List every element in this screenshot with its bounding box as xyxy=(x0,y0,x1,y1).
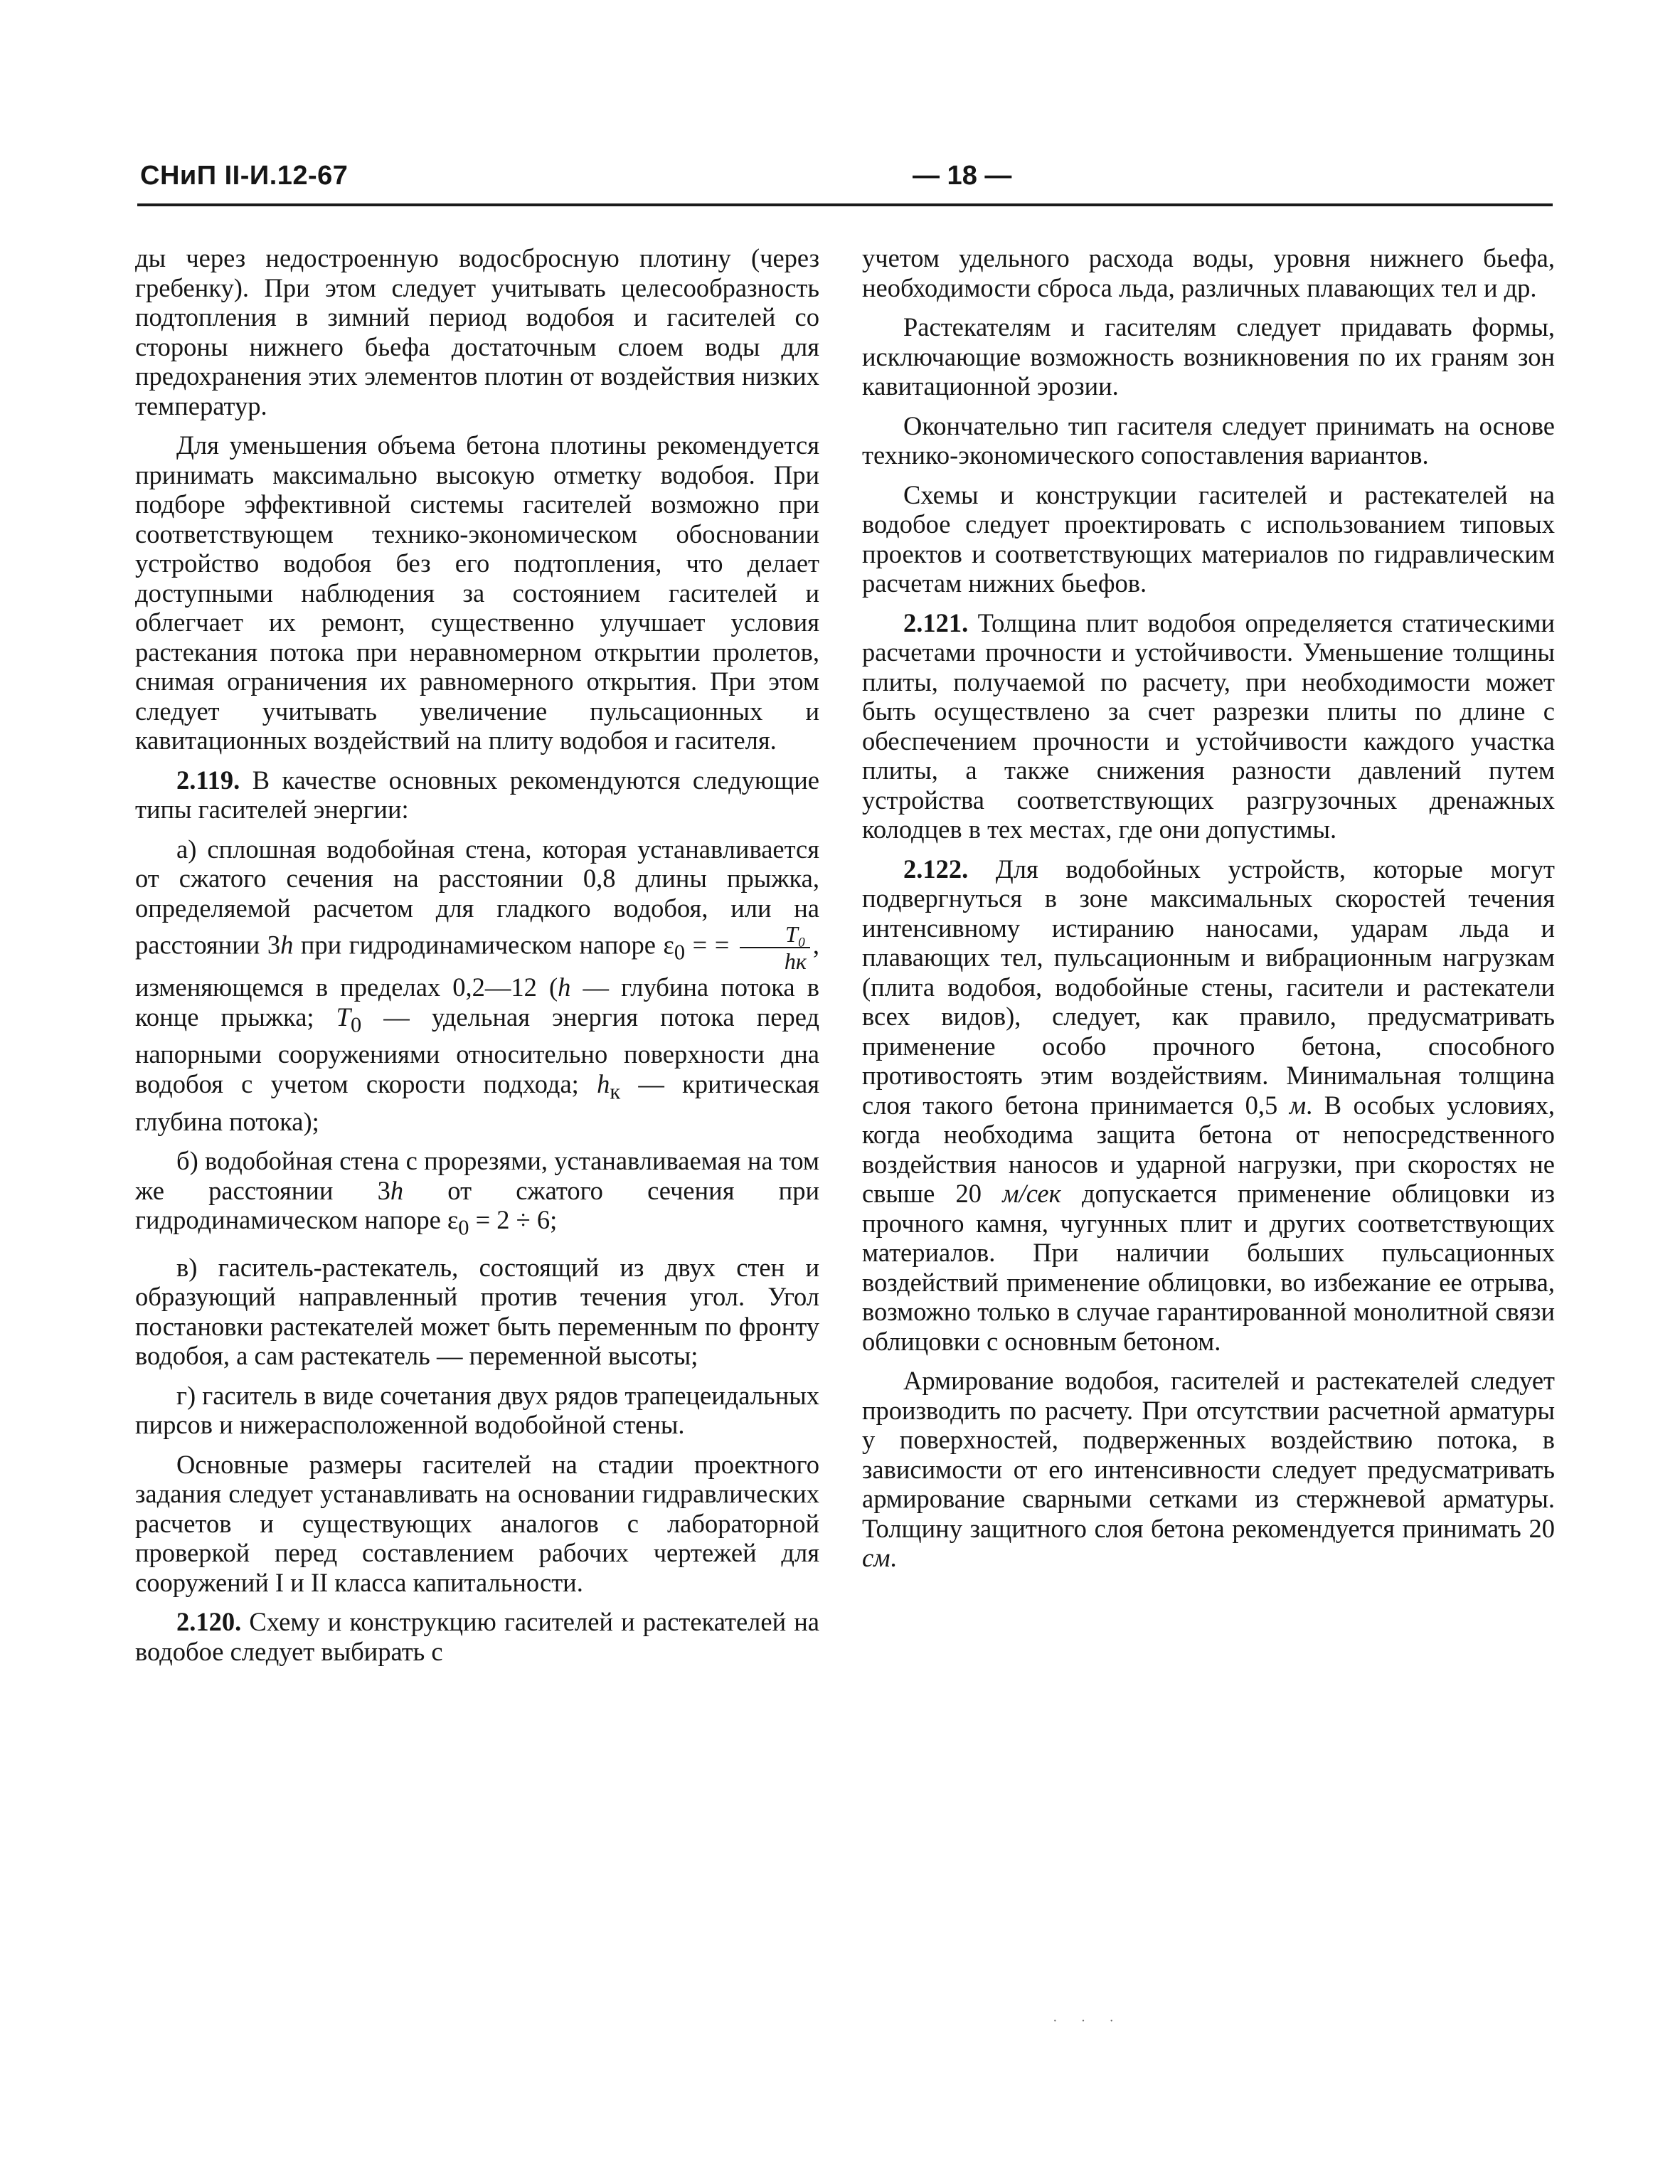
paragraph-text: — критическая глубина потока); xyxy=(135,1069,819,1136)
paragraph xyxy=(862,243,1555,302)
paragraph-text: б) водобойная стена с прорезями, устанавливаемая на том же расстоянии 3 xyxy=(135,1146,819,1205)
paragraph-text: , изменяющемся в пределах 0,2—12 ( xyxy=(135,930,819,1002)
paragraph-text: — глубина потока в конце прыжка; xyxy=(135,972,819,1032)
paragraph xyxy=(862,411,1555,470)
fraction-denominator: hк xyxy=(784,948,807,974)
paragraph xyxy=(135,1450,819,1598)
list-item-c xyxy=(135,1253,819,1371)
paragraph-text: Основные размеры гасителей на стадии проектного задания следует устанавливать на основании гидравлических расчетов и существующих аналогов с лабораторной проверкой перед составлением рабочих чертежей для сооружений I и II класса капитальности. xyxy=(135,1449,819,1597)
paragraph-text: в) гаситель-растекатель, состоящий из двух стен и образующий направленный против течения угол. Угол постановки растекателей может быть переменным по фронту водобоя, а сам растекатель — переменной высоты; xyxy=(135,1252,819,1371)
fraction xyxy=(740,923,810,972)
fraction-numerator: T₀ xyxy=(740,923,810,948)
paragraph-text: г) гаситель в виде сочетания двух рядов трапецеидальных пирсов и нижерасположенной водобойной стены. xyxy=(135,1380,819,1440)
math-symbol: h xyxy=(390,1175,404,1205)
unit-text: см xyxy=(862,1543,890,1572)
math-subscript: 0 xyxy=(458,1215,469,1240)
paragraph-text: Схему и конструкцию гасителей и растекателей на водобое следует выбирать с xyxy=(135,1607,819,1666)
right-column xyxy=(862,243,1555,1583)
page-number: — 18 — xyxy=(913,161,1012,191)
paragraph-text: допускается применение облицовки из прочного камня, чугунных плит и других соответствующих материалов. При наличии больших пульсационных воздействий применение облицовки, во избежание ее отрыва, возможно только в случае гарантированной монолитной связи облицовки с основным бетоном. xyxy=(862,1179,1556,1356)
paragraph-text: = xyxy=(685,930,708,960)
list-item-b xyxy=(135,1146,819,1243)
paragraph-text: при гидродинамическом напоре ε xyxy=(293,930,674,960)
page-header xyxy=(137,161,1553,206)
paragraph-text: Растекателям и гасителям следует придавать формы, исключающие возможность возникновения по их граням зон кавитационной эрозии. xyxy=(862,312,1555,401)
math-subscript: к xyxy=(610,1079,621,1104)
paragraph xyxy=(862,1366,1555,1573)
paragraph-text: от сжатого сечения при гидродинамическом напоре ε xyxy=(135,1175,820,1235)
paragraph xyxy=(862,480,1555,598)
list-item-a: а) сплошная водобойная стена, которая устанавливается от сжатого сечения на расстоянии 0,8 длины прыжка, определяемой расчетом для гладкого водобоя, или на расстоянии 3h при гидродинамическом напоре $\varepsilon_0$ = = $\frac{\text{T₀}}{hк}$ , изменяющемся в пределах 0,2—12 (h — глубина потока в конце прыжка; $T_0$ — удельная энергия потока перед напорными сооружениями относительно поверхности дна водобоя с учетом скорости подхода; $h_к$ — критическая глубина потока); xyxy=(135,834,819,1136)
math-symbol: h xyxy=(558,972,571,1002)
unit-text: м/сек xyxy=(1002,1179,1061,1208)
paragraph-text: Армирование водобоя, гасителей и растекателей следует производить по расчету. При отсутствии расчетной арматуры у поверхностей, подверженных воздействию потока, в зависимости от его интенсивности следует предусматривать армирование сварными сетками из стержневой арматуры. Толщину защитного слоя бетона рекомендуется принимать 20 xyxy=(862,1366,1555,1543)
paragraph xyxy=(135,243,819,420)
clause-number: 2.120. xyxy=(176,1607,242,1637)
paragraph-text: . В особых условиях, когда необходима защита бетона от непосредственного воздействия наносов и ударной нагрузки, при скоростях не свыше 20 xyxy=(862,1090,1555,1208)
clause-number: 2.122. xyxy=(903,854,969,884)
clause-number: 2.121. xyxy=(903,608,969,637)
paragraph-text: = 2 ÷ 6; xyxy=(469,1205,558,1235)
math-symbol: h xyxy=(280,930,294,960)
math-symbol: T xyxy=(336,1002,351,1032)
clause-2-122 xyxy=(862,854,1555,1357)
clause-number: 2.119. xyxy=(176,765,240,795)
paragraph-text: Схемы и конструкции гасителей и растекателей на водобое следует проектировать с использованием типовых проектов и соответствующих материалов по гидравлическим расчетам нижних бьефов. xyxy=(862,479,1555,598)
paragraph-text: Толщина плит водобоя определяется статическими расчетами прочности и устойчивости. Уменьшение толщины плиты, получаемой по расчету, при необходимости может быть осуществлено за счет разрезки плиты по длине с обеспечением прочности и устойчивости каждого участка плиты, а также снижения разности давлений путем устройства соответствующих разгрузочных дренажных колодцев в тех местах, где они допустимы. xyxy=(862,608,1555,844)
paragraph-text: В качестве основных рекомендуются следующие типы гасителей энергии: xyxy=(135,765,819,824)
clause-2-119 xyxy=(135,765,819,825)
math-symbol: h xyxy=(597,1069,610,1098)
paragraph-text: учетом удельного расхода воды, уровня нижнего бьефа, необходимости сброса льда, различных плавающих тел и др. xyxy=(862,243,1555,302)
math-subscript: 0 xyxy=(350,1012,362,1037)
paragraph-text: — удельная энергия потока перед напорными сооружениями относительно поверхности дна водобоя с учетом скорости подхода; xyxy=(135,1002,819,1098)
paragraph-text: . xyxy=(890,1543,897,1572)
clause-2-121 xyxy=(862,608,1555,844)
paragraph-text: ды через недостроенную водосбросную плотину (через гребенку). При этом следует учитывать целесообразность подтопления в зимний период водобоя и гасителей со стороны нижнего бьефа достаточным слоем воды для предохранения этих элементов плотин от воздействия низких температур. xyxy=(135,243,819,420)
paragraph-text: Для водобойных устройств, которые могут подвергнуться в зоне максимальных скоростей течения интенсивному истиранию наносами, ударам льда и плавающих тел, пульсационным и вибрационным нагрузкам (плита водобоя, водобойные стены, гасители и растекатели всех видов), следует, как правило, предусматривать применение особо прочного бетона, способного противостоять этим воздействиям. Минимальная толщина слоя такого бетона принимается 0,5 xyxy=(862,854,1555,1120)
paragraph xyxy=(862,312,1555,401)
math-subscript: 0 xyxy=(674,940,686,965)
left-column xyxy=(135,243,819,1676)
unit-text: м xyxy=(1289,1090,1307,1120)
paragraph-text: Для уменьшения объема бетона плотины рекомендуется принимать максимально высокую отметку водобоя. При подборе эффективной системы гасителей возможно при соответствующем технико-экономическом обосновании устройство водобоя без его подтопления, что делает доступными наблюдения за состоянием гасителей и облегчает их ремонт, существенно улучшает условия растекания потока при неравномерном открытии пролетов, снимая ограничения их равномерного открытия. При этом следует учитывать увеличение пульсационных и кавитационных воздействий на плиту водобоя и гасителя. xyxy=(135,430,819,755)
paragraph-text: Окончательно тип гасителя следует принимать на основе технико-экономического сопоставления вариантов. xyxy=(862,410,1555,470)
list-item-d xyxy=(135,1381,819,1440)
document-code: СНиП II-И.12-67 xyxy=(140,161,349,191)
paragraph-text: а) сплошная водобойная стена, которая устанавливается от сжатого сечения на расстоянии 0,8 длины прыжка, определяемой расчетом для гладкого водобоя, или на расстоянии 3 xyxy=(135,834,819,960)
clause-2-120 xyxy=(135,1607,819,1666)
paragraph xyxy=(135,430,819,756)
scan-specks: · · · xyxy=(1053,2013,1124,2029)
